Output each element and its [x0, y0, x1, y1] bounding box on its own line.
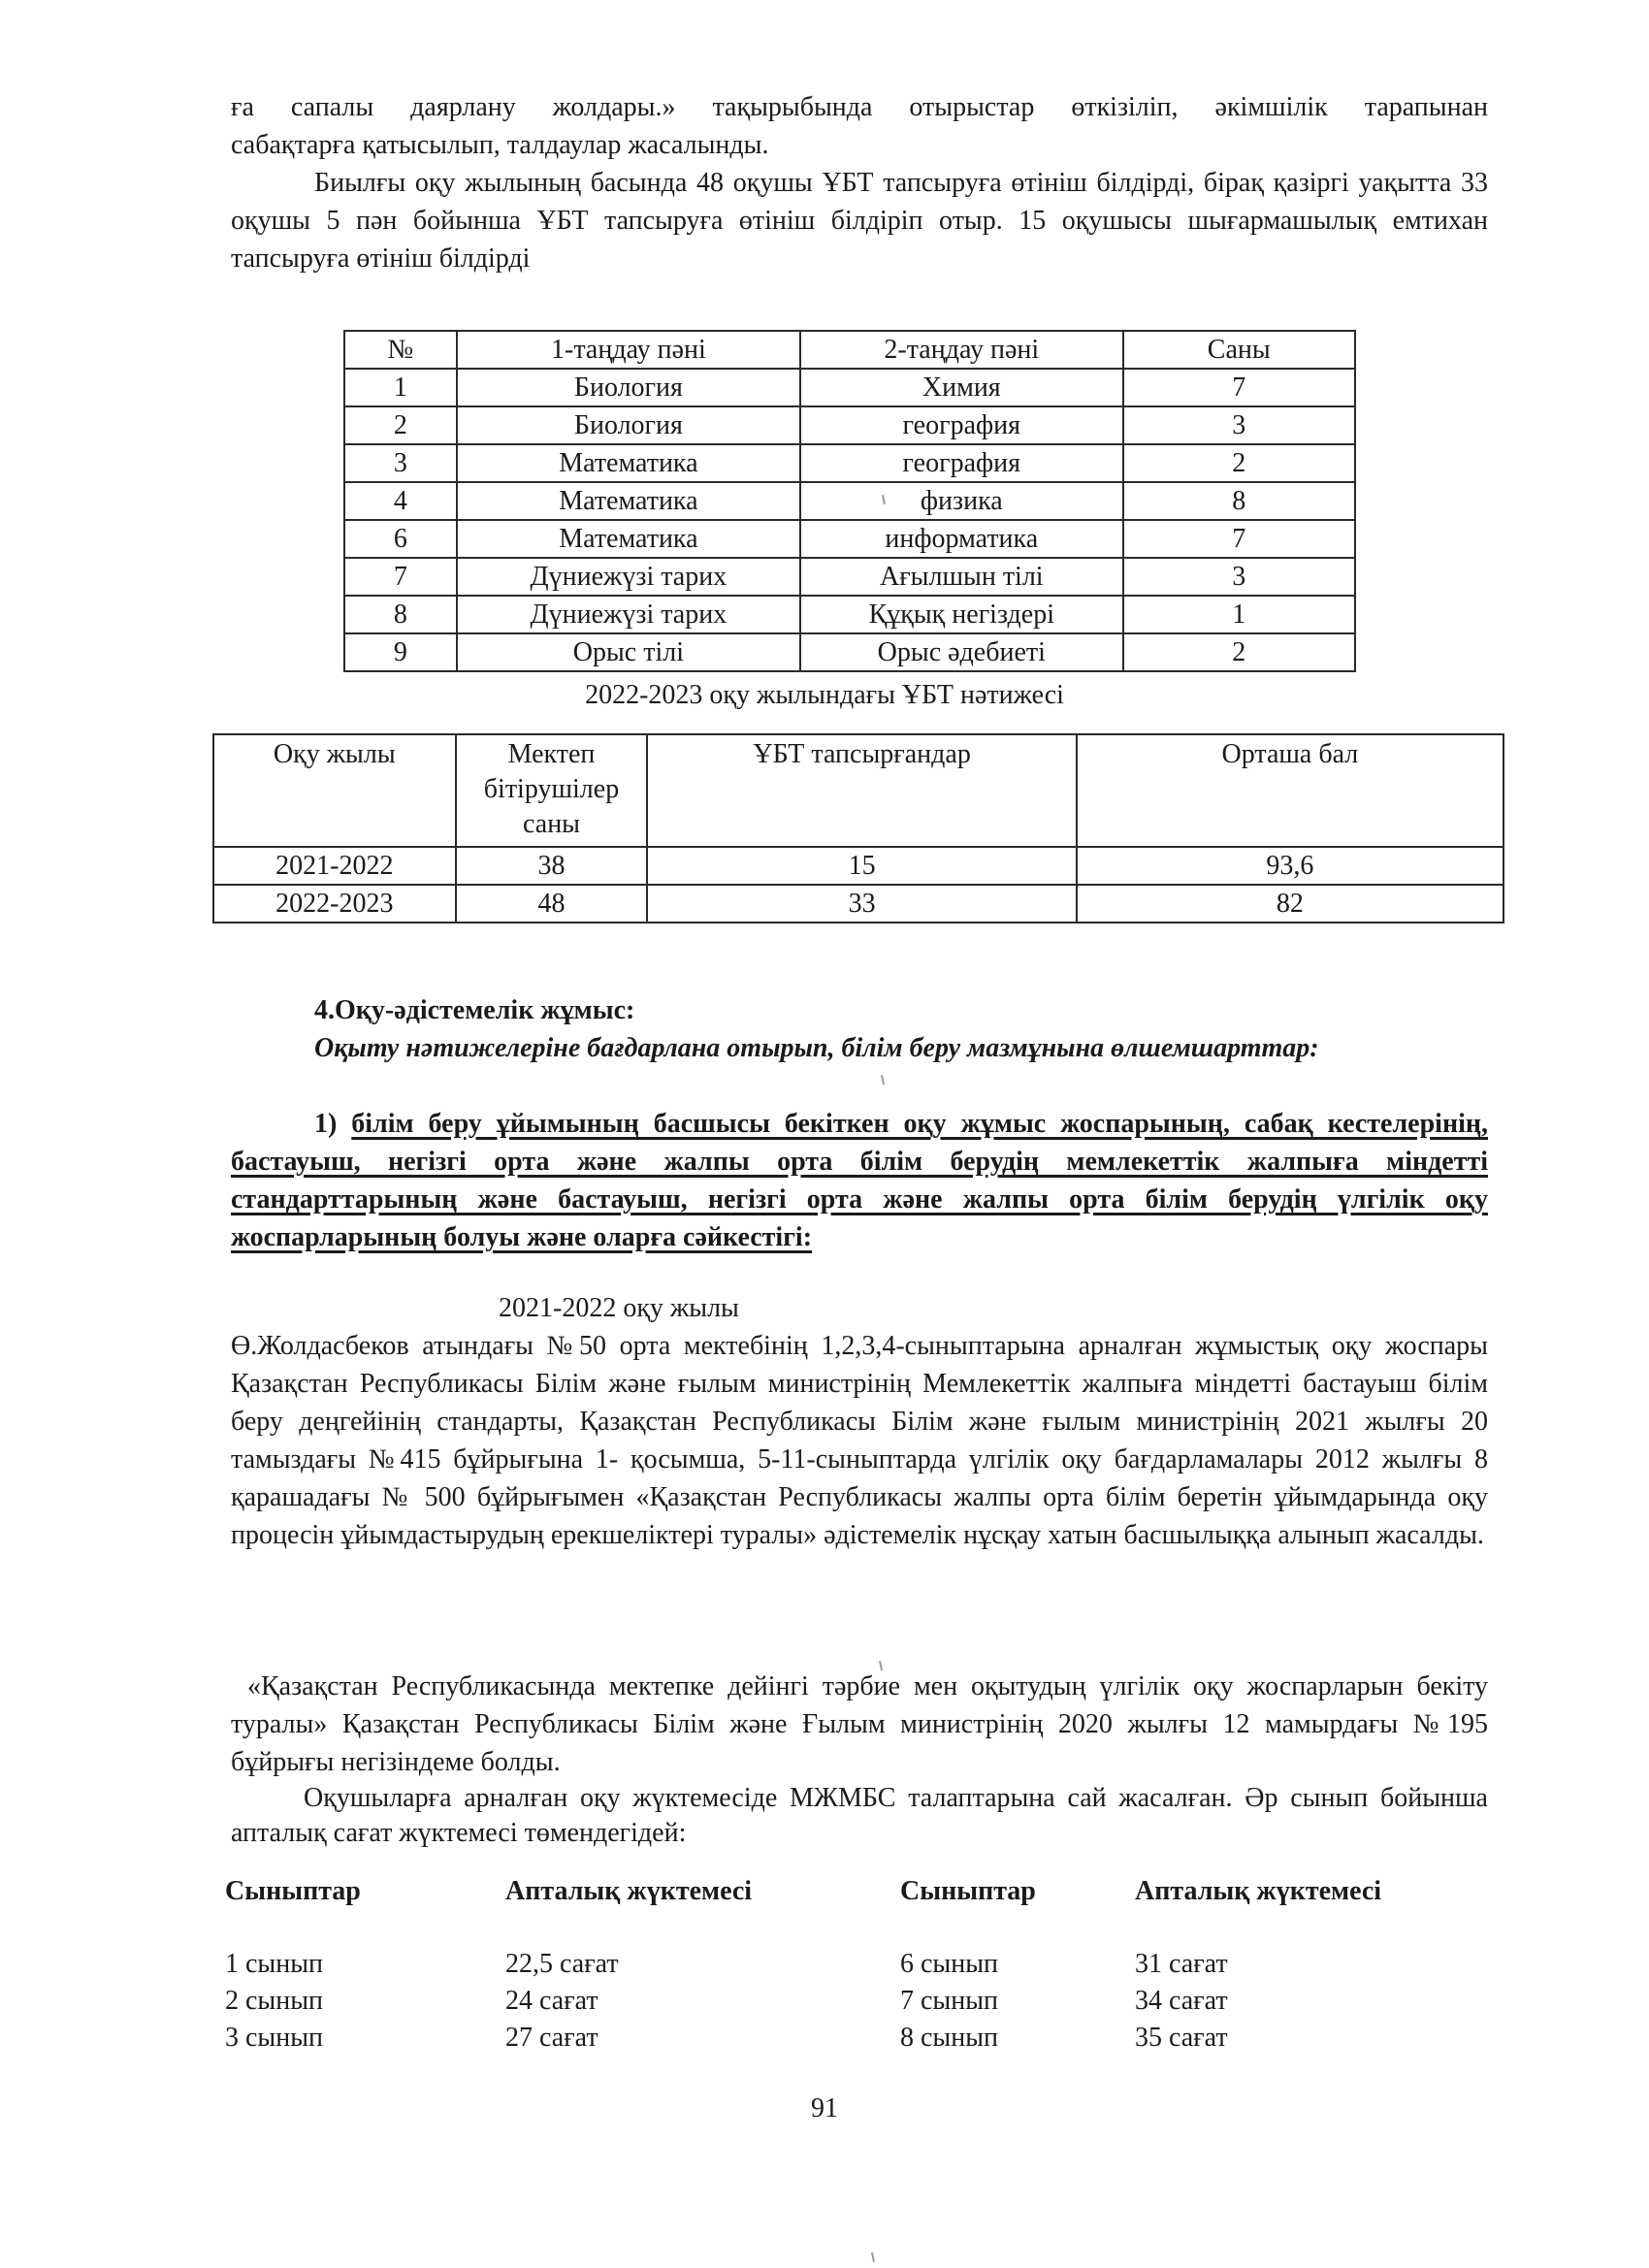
- body-paragraph-2: «Қазақстан Республикасында мектепке дейінгі тәрбие мен оқытудың үлгілік оқу жоспарларын бекіту туралы» Қазақстан Республикасы Білім және Ғылым министрінің 2020 жылғы 12 мамырдағы №195 бұйрығы негізіндеме болды.: [231, 1671, 1488, 1777]
- table-cell: Биология: [457, 406, 800, 444]
- table-cell: 38: [456, 847, 648, 885]
- table-cell: география: [800, 406, 1122, 444]
- header-cell: 2-таңдау пәні: [800, 331, 1122, 369]
- table-cell: 2021-2022: [213, 847, 456, 885]
- header-cell: №: [344, 331, 457, 369]
- load-header-class-2: Сыныптар: [900, 1876, 1036, 1906]
- table-cell: география: [800, 444, 1122, 482]
- header-cell: 1-таңдау пәні: [457, 331, 800, 369]
- load-hours: 35 сағат: [1135, 2023, 1228, 2053]
- table-cell: 7: [1123, 369, 1355, 406]
- load-class: 6 сынып: [900, 1949, 999, 1979]
- section-subtitle: Оқыту нәтижелеріне бағдарлана отырып, білім беру мазмұнына өлшемшарттар:: [314, 1033, 1319, 1063]
- table-cell: 8: [344, 596, 457, 633]
- table-row: [344, 369, 1355, 406]
- results-caption: 2022-2023 оқу жылындағы ҰБТ нәтижесі: [585, 680, 1064, 710]
- year-heading: 2021-2022 оқу жылы: [499, 1293, 739, 1323]
- table-cell: Дүниежүзі тарих: [457, 596, 800, 633]
- table-cell: Математика: [457, 482, 800, 520]
- header-cell: Орташа бал: [1077, 734, 1504, 847]
- table-row: [213, 885, 1504, 923]
- section-title: 4.Оқу-әдістемелік жұмыс:: [314, 995, 635, 1025]
- table-cell: информатика: [800, 520, 1122, 558]
- table-cell: 93,6: [1077, 847, 1504, 885]
- load-header-hours-1: Апталық жүктемесі: [505, 1876, 753, 1906]
- body-paragraph-1: Ө.Жолдасбеков атындағы №50 орта мектебінің 1,2,3,4-сыныптарына арналған жұмыстық оқу жоспары Қазақстан Республикасы Білім және ғылым министрінің Мемлекеттік жалпыға міндетті бастауыш білім беру деңгейінің стандарты, Қазақстан Республикасы Білім және ғылым министрінің 2021 жылғы 20 тамыздағы №415 бұйрығына 1- қосымша, 5-11-сыныптарда үлгілік оқу бағдарламалары 2012 жылғы 8 қарашадағы № 500 бұйрығымен «Қазақстан Республикасы жалпы орта білім беретін ұйымдарында оқу процесін ұйымдастырудың ерекшеліктері туралы» әдістемелік нұсқау хатын басшылыққа алынып жасалды.: [231, 1331, 1488, 1550]
- scan-mark: [871, 2252, 875, 2262]
- table-cell: Орыс әдебиеті: [800, 633, 1122, 671]
- table-cell: 15: [647, 847, 1076, 885]
- header-cell: Мектеп бітірушілер саны: [456, 734, 648, 847]
- criterion-text: білім беру ұйымының басшысы бекіткен оқу жұмыс жоспарының, сабақ кестелерінің, бастауыш, негізгі орта және жалпы орта білім берудің мемлекеттік жалпыға міндетті стандарттарының және бастауыш, негізгі орта және жалпы орта білім берудің үлгілік оқу жоспарларының болуы және оларға сәйкестігі:: [231, 1109, 1488, 1252]
- load-hours: 22,5 сағат: [505, 1949, 619, 1979]
- table-cell: 82: [1077, 885, 1504, 923]
- table-cell: 2: [344, 406, 457, 444]
- table-cell: Математика: [457, 520, 800, 558]
- table-row: [213, 847, 1504, 885]
- table-row: [344, 633, 1355, 671]
- table-cell: 7: [344, 558, 457, 596]
- table-cell: 8: [1123, 482, 1355, 520]
- table-cell: Орыс тілі: [457, 633, 800, 671]
- table-row: [344, 482, 1355, 520]
- load-hours: 31 сағат: [1135, 1949, 1228, 1979]
- table-cell: 3: [1123, 558, 1355, 596]
- intro-line-2: сабақтарға қатысылып, талдаулар жасалынды.: [231, 130, 769, 160]
- table-cell: 7: [1123, 520, 1355, 558]
- table-cell: 4: [344, 482, 457, 520]
- table-cell: 1: [1123, 596, 1355, 633]
- criterion-number: 1): [314, 1109, 338, 1139]
- load-header-hours-2: Апталық жүктемесі: [1135, 1876, 1382, 1906]
- ubt-applications-paragraph: Биылғы оқу жылының басында 48 оқушы ҰБТ тапсыруға өтініш білдірді, бірақ қазіргі уақытта 33 оқушы 5 пән бойынша ҰБТ тапсыруға өтініш білдіріп отыр. 15 оқушысы шығармашылық емтихан тапсыруға өтініш білдірді: [231, 168, 1488, 274]
- table-cell: физика: [800, 482, 1122, 520]
- table-cell: 9: [344, 633, 457, 671]
- load-header-class-1: Сыныптар: [225, 1876, 361, 1906]
- table-header-row: [213, 734, 1504, 847]
- load-hours: 24 сағат: [505, 1986, 598, 2016]
- ubt-results-table: [212, 733, 1504, 923]
- page-number: 91: [811, 2093, 838, 2123]
- body-paragraph-3: Оқушыларға арналған оқу жүктемесіде МЖМБС талаптарына сай жасалған. Әр сынып бойынша апталық сағат жүктемесі төмендегідей:: [231, 1783, 1488, 1848]
- scan-mark: [881, 1075, 885, 1085]
- load-class: 3 сынып: [225, 2023, 324, 2053]
- table-cell: Дүниежүзі тарих: [457, 558, 800, 596]
- table-cell: 2: [1123, 444, 1355, 482]
- table-row: [344, 558, 1355, 596]
- load-class: 7 сынып: [900, 1986, 999, 2016]
- table-cell: Химия: [800, 369, 1122, 406]
- intro-paragraph: [231, 88, 1488, 164]
- table-cell: 1: [344, 369, 457, 406]
- table-cell: Құқық негіздері: [800, 596, 1122, 633]
- table-cell: 6: [344, 520, 457, 558]
- subject-choice-table: [343, 330, 1356, 672]
- load-class: 2 сынып: [225, 1986, 324, 2016]
- criterion-1: [231, 1105, 1488, 1256]
- table-cell: 3: [1123, 406, 1355, 444]
- table-cell: Ағылшын тілі: [800, 558, 1122, 596]
- table-row: [344, 406, 1355, 444]
- table-cell: Биология: [457, 369, 800, 406]
- header-cell: Оқу жылы: [213, 734, 456, 847]
- load-hours: 27 сағат: [505, 2023, 598, 2053]
- table-cell: 2022-2023: [213, 885, 456, 923]
- table-row: [344, 444, 1355, 482]
- load-class: 8 сынып: [900, 2023, 999, 2053]
- load-hours: 34 сағат: [1135, 1986, 1228, 2016]
- table-header-row: [344, 331, 1355, 369]
- load-class: 1 сынып: [225, 1949, 324, 1979]
- table-cell: 33: [647, 885, 1076, 923]
- table-row: [344, 520, 1355, 558]
- table-row: [344, 596, 1355, 633]
- table-cell: 3: [344, 444, 457, 482]
- table-cell: 2: [1123, 633, 1355, 671]
- header-cell: ҰБТ тапсырғандар: [647, 734, 1076, 847]
- table-cell: Математика: [457, 444, 800, 482]
- header-cell: Саны: [1123, 331, 1355, 369]
- intro-line-1: ға сапалы даярлану жолдары.» тақырыбында отырыстар өткізіліп, әкімшілік тарапынан: [231, 92, 1488, 122]
- table-cell: 48: [456, 885, 648, 923]
